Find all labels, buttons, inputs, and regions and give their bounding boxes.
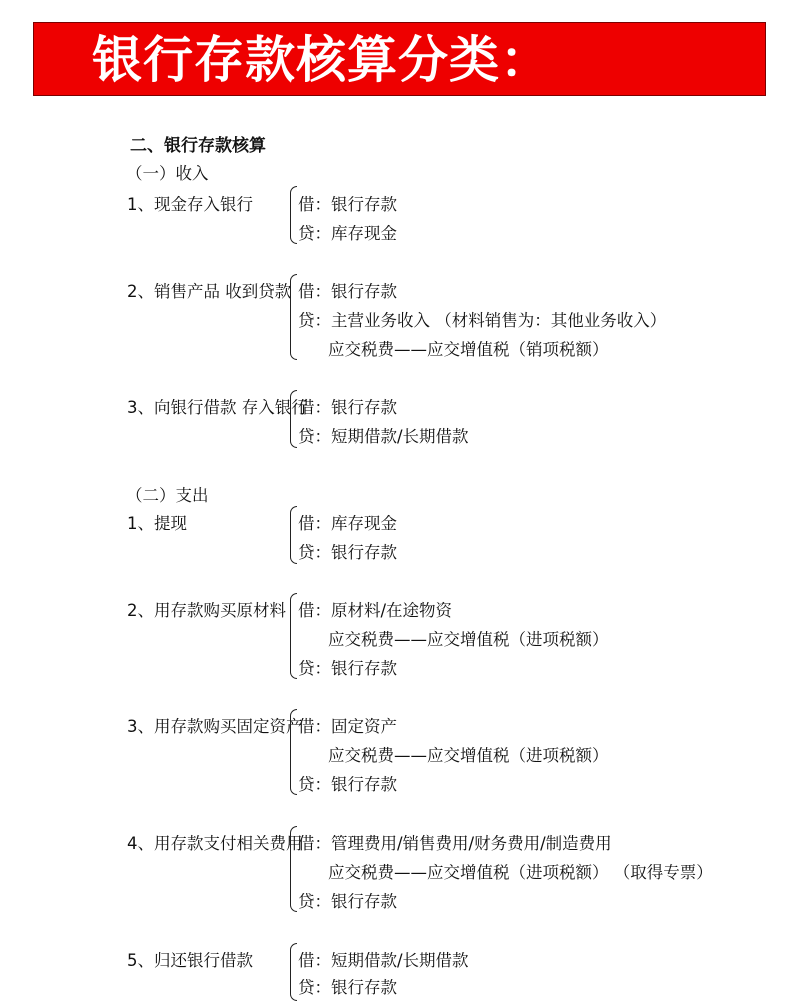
page-title: 银行存款核算分类：	[92, 30, 551, 89]
brace	[290, 593, 297, 679]
credit-line: 贷：银行存款	[298, 775, 397, 794]
brace	[290, 186, 297, 244]
entry-label: 1、现金存入银行	[127, 195, 253, 214]
expense-heading: （二）支出	[126, 486, 209, 505]
entry-label: 2、用存款购买原材料	[127, 601, 286, 620]
debit-line: 应交税费——应交增值税（进项税额）	[328, 746, 609, 765]
credit-line: 贷：主营业务收入 （材料销售为：其他业务收入）	[298, 311, 667, 330]
brace	[290, 709, 297, 795]
debit-line: 借：管理费用/销售费用/财务费用/制造费用	[298, 834, 612, 853]
credit-line: 贷：银行存款	[298, 543, 397, 562]
credit-line: 贷：库存现金	[298, 224, 397, 243]
debit-line: 借：原材料/在途物资	[298, 601, 453, 620]
debit-line: 借：银行存款	[298, 398, 397, 417]
credit-line: 贷：银行存款	[298, 892, 397, 911]
debit-line: 应交税费——应交增值税（进项税额） （取得专票）	[328, 863, 713, 882]
credit-line: 贷：银行存款	[298, 978, 397, 997]
brace	[290, 943, 297, 1001]
debit-line: 借：银行存款	[298, 195, 397, 214]
brace	[290, 506, 297, 564]
entry-label: 3、用存款购买固定资产	[127, 717, 303, 736]
debit-line: 应交税费——应交增值税（进项税额）	[328, 630, 609, 649]
debit-line: 借：银行存款	[298, 282, 397, 301]
section-heading: 二、银行存款核算	[130, 136, 266, 156]
brace	[290, 274, 297, 360]
credit-line: 贷：银行存款	[298, 659, 397, 678]
credit-line: 贷：短期借款/长期借款	[298, 427, 469, 446]
entry-label: 3、向银行借款 存入银行	[127, 398, 308, 417]
brace	[290, 390, 297, 448]
debit-line: 借：固定资产	[298, 717, 397, 736]
entry-label: 5、归还银行借款	[127, 951, 253, 970]
entry-label: 4、用存款支付相关费用	[127, 834, 303, 853]
title-banner	[33, 22, 766, 96]
debit-line: 借：短期借款/长期借款	[298, 951, 469, 970]
brace	[290, 826, 297, 912]
entry-label: 2、销售产品 收到贷款	[127, 282, 292, 301]
entry-label: 1、提现	[127, 514, 187, 533]
debit-line: 借：库存现金	[298, 514, 397, 533]
income-heading: （一）收入	[126, 164, 209, 183]
credit-line: 应交税费——应交增值税（销项税额）	[328, 340, 609, 359]
